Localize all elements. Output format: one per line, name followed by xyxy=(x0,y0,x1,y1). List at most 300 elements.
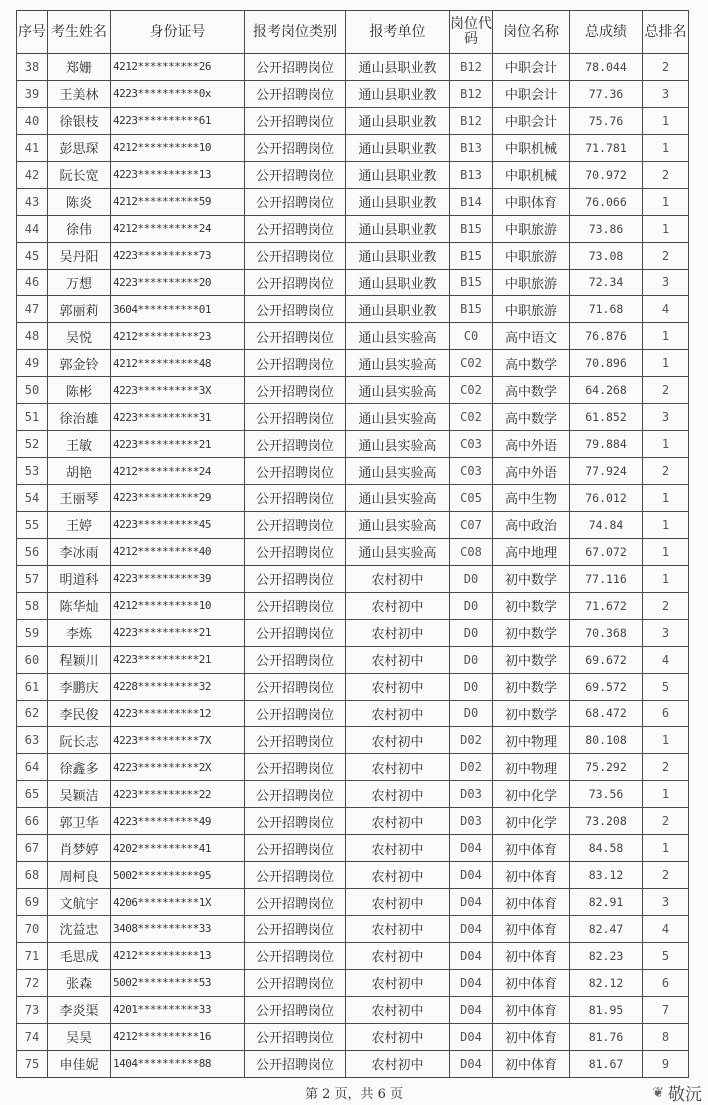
table-body xyxy=(17,54,689,1078)
table-cell: 李鹏庆 xyxy=(48,673,111,700)
table-cell: 初中体育 xyxy=(493,835,570,862)
table-cell: C08 xyxy=(450,538,493,565)
table-cell: 4223**********3X xyxy=(111,377,245,404)
table-cell: 周柯良 xyxy=(48,862,111,889)
table-cell: 通山县实验高 xyxy=(346,323,450,350)
table-cell: 70 xyxy=(17,916,48,943)
table-cell: 1 xyxy=(643,781,689,808)
table-cell: 文航宇 xyxy=(48,889,111,916)
table-row xyxy=(17,107,689,134)
table-cell: 1 xyxy=(643,350,689,377)
table-cell: 1 xyxy=(643,565,689,592)
table-cell: 肖梦婷 xyxy=(48,835,111,862)
table-cell: 4212**********23 xyxy=(111,323,245,350)
table-cell: 初中体育 xyxy=(493,969,570,996)
column-header: 报考单位 xyxy=(346,11,450,54)
table-cell: 4212**********59 xyxy=(111,188,245,215)
table-cell: 王敏 xyxy=(48,431,111,458)
table-row xyxy=(17,458,689,485)
table-row xyxy=(17,996,689,1023)
table-cell: 4212**********48 xyxy=(111,350,245,377)
table-cell: 53 xyxy=(17,458,48,485)
table-cell: 初中化学 xyxy=(493,808,570,835)
table-cell: 农村初中 xyxy=(346,969,450,996)
table-cell: 45 xyxy=(17,242,48,269)
table-cell: 阮长志 xyxy=(48,727,111,754)
table-cell: 3 xyxy=(643,269,689,296)
table-row xyxy=(17,727,689,754)
table-row xyxy=(17,134,689,161)
table-cell: 47 xyxy=(17,296,48,323)
table-cell: 4212**********10 xyxy=(111,592,245,619)
table-cell: 农村初中 xyxy=(346,1023,450,1050)
table-row xyxy=(17,916,689,943)
table-row xyxy=(17,1050,689,1077)
column-header: 总排名 xyxy=(643,11,689,54)
column-header: 岗位代码 xyxy=(450,11,493,54)
table-row xyxy=(17,565,689,592)
table-cell: 4223**********13 xyxy=(111,161,245,188)
table-cell: 陈炎 xyxy=(48,188,111,215)
table-cell: 4206**********1X xyxy=(111,889,245,916)
table-cell: 75.76 xyxy=(570,107,643,134)
table-row xyxy=(17,54,689,81)
table-cell: D03 xyxy=(450,781,493,808)
table-cell: 2 xyxy=(643,54,689,81)
table-cell: 农村初中 xyxy=(346,996,450,1023)
table-cell: 王婷 xyxy=(48,511,111,538)
table-cell: 沈益忠 xyxy=(48,916,111,943)
table-cell: 毛思成 xyxy=(48,942,111,969)
table-row xyxy=(17,511,689,538)
table-row xyxy=(17,835,689,862)
table-cell: B13 xyxy=(450,134,493,161)
table-cell: 公开招聘岗位 xyxy=(245,996,346,1023)
table-cell: 40 xyxy=(17,107,48,134)
table-cell: 农村初中 xyxy=(346,1050,450,1077)
table-cell: 公开招聘岗位 xyxy=(245,485,346,512)
table-cell: 70.896 xyxy=(570,350,643,377)
table-cell: 4223**********21 xyxy=(111,619,245,646)
table-cell: 1 xyxy=(643,134,689,161)
table-cell: 公开招聘岗位 xyxy=(245,808,346,835)
table-cell: 4212**********26 xyxy=(111,54,245,81)
table-row xyxy=(17,350,689,377)
table-cell: 彭思琛 xyxy=(48,134,111,161)
table-cell: 通山县职业教 xyxy=(346,134,450,161)
table-row xyxy=(17,296,689,323)
table-cell: 41 xyxy=(17,134,48,161)
table-cell: 4223**********31 xyxy=(111,404,245,431)
table-cell: 4 xyxy=(643,296,689,323)
table-cell: 公开招聘岗位 xyxy=(245,889,346,916)
table-cell: 3604**********01 xyxy=(111,296,245,323)
results-table xyxy=(16,10,689,1078)
table-cell: D0 xyxy=(450,673,493,700)
table-cell: D04 xyxy=(450,1023,493,1050)
table-cell: 1 xyxy=(643,485,689,512)
table-cell: 4223**********45 xyxy=(111,511,245,538)
table-cell: 初中体育 xyxy=(493,1023,570,1050)
table-cell: 77.36 xyxy=(570,80,643,107)
table-cell: 高中语文 xyxy=(493,323,570,350)
table-cell: 中职会计 xyxy=(493,54,570,81)
table-cell: 80.108 xyxy=(570,727,643,754)
table-cell: 通山县实验高 xyxy=(346,350,450,377)
table-cell: 农村初中 xyxy=(346,619,450,646)
table-header-row xyxy=(17,11,689,54)
table-cell: 公开招聘岗位 xyxy=(245,431,346,458)
table-cell: 公开招聘岗位 xyxy=(245,754,346,781)
table-cell: 通山县职业教 xyxy=(346,296,450,323)
table-cell: 公开招聘岗位 xyxy=(245,673,346,700)
table-cell: 5 xyxy=(643,673,689,700)
table-cell: 56 xyxy=(17,538,48,565)
table-row xyxy=(17,808,689,835)
table-cell: 3 xyxy=(643,80,689,107)
table-cell: 60 xyxy=(17,646,48,673)
table-cell: 58 xyxy=(17,592,48,619)
table-cell: 农村初中 xyxy=(346,727,450,754)
table-cell: C02 xyxy=(450,350,493,377)
table-cell: 通山县实验高 xyxy=(346,485,450,512)
table-cell: 77.116 xyxy=(570,565,643,592)
table-cell: 通山县职业教 xyxy=(346,54,450,81)
table-cell: 公开招聘岗位 xyxy=(245,269,346,296)
table-cell: 公开招聘岗位 xyxy=(245,1023,346,1050)
column-header: 岗位名称 xyxy=(493,11,570,54)
table-cell: 初中数学 xyxy=(493,673,570,700)
table-cell: 49 xyxy=(17,350,48,377)
table-cell: 84.58 xyxy=(570,835,643,862)
table-row xyxy=(17,781,689,808)
table-cell: 申佳妮 xyxy=(48,1050,111,1077)
table-cell: 陈华灿 xyxy=(48,592,111,619)
table-cell: D04 xyxy=(450,916,493,943)
table-cell: 初中数学 xyxy=(493,565,570,592)
table-cell: 公开招聘岗位 xyxy=(245,161,346,188)
table-cell: 公开招聘岗位 xyxy=(245,700,346,727)
table-cell: B12 xyxy=(450,80,493,107)
table-cell: 高中外语 xyxy=(493,458,570,485)
table-row xyxy=(17,377,689,404)
table-cell: 初中数学 xyxy=(493,619,570,646)
table-cell: 4212**********24 xyxy=(111,458,245,485)
table-cell: 万想 xyxy=(48,269,111,296)
table-cell: 46 xyxy=(17,269,48,296)
table-cell: 74 xyxy=(17,1023,48,1050)
table-cell: 通山县职业教 xyxy=(346,242,450,269)
table-cell: 农村初中 xyxy=(346,862,450,889)
table-cell: 1404**********88 xyxy=(111,1050,245,1077)
table-cell: 公开招聘岗位 xyxy=(245,296,346,323)
table-cell: 高中生物 xyxy=(493,485,570,512)
table-cell: 农村初中 xyxy=(346,916,450,943)
table-cell: 81.95 xyxy=(570,996,643,1023)
table-cell: 徐银枝 xyxy=(48,107,111,134)
table-cell: 李民俊 xyxy=(48,700,111,727)
watermark xyxy=(652,1080,702,1105)
table-cell: 公开招聘岗位 xyxy=(245,350,346,377)
table-cell: 4223**********7X xyxy=(111,727,245,754)
table-cell: 5002**********53 xyxy=(111,969,245,996)
table-cell: 程颖川 xyxy=(48,646,111,673)
table-cell: 2 xyxy=(643,458,689,485)
table-cell: 通山县实验高 xyxy=(346,458,450,485)
table-cell: 中职机械 xyxy=(493,134,570,161)
table-cell: 初中物理 xyxy=(493,727,570,754)
table-row xyxy=(17,862,689,889)
table-cell: 77.924 xyxy=(570,458,643,485)
table-cell: 50 xyxy=(17,377,48,404)
table-row xyxy=(17,592,689,619)
table-cell: 农村初中 xyxy=(346,565,450,592)
table-row xyxy=(17,942,689,969)
table-cell: B13 xyxy=(450,161,493,188)
column-header: 报考岗位类别 xyxy=(245,11,346,54)
table-cell: 69.572 xyxy=(570,673,643,700)
table-cell: 郑姗 xyxy=(48,54,111,81)
table-cell: 67 xyxy=(17,835,48,862)
table-cell: 5002**********95 xyxy=(111,862,245,889)
table-cell: 通山县职业教 xyxy=(346,107,450,134)
table-cell: 1 xyxy=(643,107,689,134)
table-cell: 郭丽莉 xyxy=(48,296,111,323)
table-cell: 75.292 xyxy=(570,754,643,781)
table-cell: 公开招聘岗位 xyxy=(245,134,346,161)
table-cell: 1 xyxy=(643,538,689,565)
table-cell: 吴悦 xyxy=(48,323,111,350)
table-cell: 公开招聘岗位 xyxy=(245,727,346,754)
table-cell: 吴颖洁 xyxy=(48,781,111,808)
table-cell: 通山县职业教 xyxy=(346,188,450,215)
table-cell: D04 xyxy=(450,969,493,996)
table-cell: 公开招聘岗位 xyxy=(245,862,346,889)
table-cell: 张森 xyxy=(48,969,111,996)
table-row xyxy=(17,269,689,296)
table-cell: 农村初中 xyxy=(346,646,450,673)
table-cell: 公开招聘岗位 xyxy=(245,1050,346,1077)
table-cell: 78.044 xyxy=(570,54,643,81)
table-cell: 初中物理 xyxy=(493,754,570,781)
table-cell: 公开招聘岗位 xyxy=(245,54,346,81)
table-cell: 农村初中 xyxy=(346,835,450,862)
table-cell: D04 xyxy=(450,996,493,1023)
table-cell: 初中数学 xyxy=(493,700,570,727)
table-cell: 61 xyxy=(17,673,48,700)
table-cell: 初中数学 xyxy=(493,592,570,619)
table-cell: C07 xyxy=(450,511,493,538)
table-cell: 公开招聘岗位 xyxy=(245,646,346,673)
table-cell: 42 xyxy=(17,161,48,188)
table-cell: 初中化学 xyxy=(493,781,570,808)
table-row xyxy=(17,889,689,916)
table-cell: 农村初中 xyxy=(346,808,450,835)
table-cell: 公开招聘岗位 xyxy=(245,215,346,242)
table-cell: 4223**********2X xyxy=(111,754,245,781)
table-cell: D04 xyxy=(450,835,493,862)
table-cell: 66 xyxy=(17,808,48,835)
table-cell: C03 xyxy=(450,458,493,485)
table-cell: 71.781 xyxy=(570,134,643,161)
table-row xyxy=(17,215,689,242)
table-cell: 通山县职业教 xyxy=(346,80,450,107)
table-cell: B12 xyxy=(450,107,493,134)
table-cell: 71.672 xyxy=(570,592,643,619)
table-cell: 7 xyxy=(643,996,689,1023)
table-cell: B15 xyxy=(450,242,493,269)
wechat-bubble-icon: ❦ xyxy=(652,1084,664,1101)
table-cell: 71 xyxy=(17,942,48,969)
table-cell: 通山县实验高 xyxy=(346,431,450,458)
table-cell: D04 xyxy=(450,889,493,916)
table-cell: 徐治雄 xyxy=(48,404,111,431)
table-cell: 4223**********39 xyxy=(111,565,245,592)
table-cell: 1 xyxy=(643,323,689,350)
table-cell: 农村初中 xyxy=(346,754,450,781)
table-row xyxy=(17,485,689,512)
table-cell: D0 xyxy=(450,592,493,619)
table-cell: 公开招聘岗位 xyxy=(245,781,346,808)
table-cell: 1 xyxy=(643,511,689,538)
table-cell: 4212**********10 xyxy=(111,134,245,161)
table-cell: 64 xyxy=(17,754,48,781)
table-cell: 4212**********24 xyxy=(111,215,245,242)
table-cell: 79.884 xyxy=(570,431,643,458)
table-cell: 徐鑫多 xyxy=(48,754,111,781)
table-cell: 6 xyxy=(643,969,689,996)
table-cell: 81.76 xyxy=(570,1023,643,1050)
table-cell: 初中数学 xyxy=(493,646,570,673)
table-cell: 73.08 xyxy=(570,242,643,269)
table-cell: 中职旅游 xyxy=(493,242,570,269)
table-cell: 54 xyxy=(17,485,48,512)
table-cell: 胡艳 xyxy=(48,458,111,485)
table-cell: 2 xyxy=(643,862,689,889)
table-cell: 4223**********22 xyxy=(111,781,245,808)
table-cell: D0 xyxy=(450,565,493,592)
table-cell: D03 xyxy=(450,808,493,835)
table-cell: 王丽琴 xyxy=(48,485,111,512)
table-cell: D04 xyxy=(450,862,493,889)
table-cell: 李冰雨 xyxy=(48,538,111,565)
table-cell: 高中政治 xyxy=(493,511,570,538)
table-cell: 4223**********61 xyxy=(111,107,245,134)
table-cell: 3408**********33 xyxy=(111,916,245,943)
table-cell: D02 xyxy=(450,754,493,781)
table-cell: 52 xyxy=(17,431,48,458)
table-cell: 通山县职业教 xyxy=(346,161,450,188)
table-cell: D0 xyxy=(450,700,493,727)
table-cell: 高中数学 xyxy=(493,350,570,377)
table-cell: 高中数学 xyxy=(493,377,570,404)
table-cell: 公开招聘岗位 xyxy=(245,592,346,619)
table-cell: 郭卫华 xyxy=(48,808,111,835)
page-number: 第 2 页，共 6 页 xyxy=(304,1087,404,1102)
table-cell: 农村初中 xyxy=(346,592,450,619)
table-cell: 公开招聘岗位 xyxy=(245,916,346,943)
table-cell: 李炼 xyxy=(48,619,111,646)
table-cell: C05 xyxy=(450,485,493,512)
table-cell: 4212**********40 xyxy=(111,538,245,565)
table-cell: 4223**********12 xyxy=(111,700,245,727)
table-cell: 4212**********16 xyxy=(111,1023,245,1050)
table-cell: 公开招聘岗位 xyxy=(245,80,346,107)
table-cell: 38 xyxy=(17,54,48,81)
table-cell: 通山县职业教 xyxy=(346,215,450,242)
table-cell: 44 xyxy=(17,215,48,242)
table-cell: 4223**********20 xyxy=(111,269,245,296)
table-cell: 43 xyxy=(17,188,48,215)
table-cell: 初中体育 xyxy=(493,996,570,1023)
table-cell: 2 xyxy=(643,242,689,269)
table-cell: 农村初中 xyxy=(346,673,450,700)
table-cell: 51 xyxy=(17,404,48,431)
table-cell: 68.472 xyxy=(570,700,643,727)
table-cell: 83.12 xyxy=(570,862,643,889)
table-cell: 2 xyxy=(643,754,689,781)
table-cell: B14 xyxy=(450,188,493,215)
table-row xyxy=(17,700,689,727)
table-cell: 公开招聘岗位 xyxy=(245,619,346,646)
table-cell: 陈彬 xyxy=(48,377,111,404)
table-cell: 农村初中 xyxy=(346,942,450,969)
table-cell: 公开招聘岗位 xyxy=(245,835,346,862)
table-cell: 82.47 xyxy=(570,916,643,943)
table-cell: 徐伟 xyxy=(48,215,111,242)
table-cell: 74.84 xyxy=(570,511,643,538)
table-cell: D0 xyxy=(450,619,493,646)
table-cell: 69.672 xyxy=(570,646,643,673)
table-cell: 2 xyxy=(643,808,689,835)
table-cell: 71.68 xyxy=(570,296,643,323)
table-cell: 39 xyxy=(17,80,48,107)
table-cell: D04 xyxy=(450,1050,493,1077)
table-cell: 初中体育 xyxy=(493,889,570,916)
table-cell: 81.67 xyxy=(570,1050,643,1077)
table-cell: 初中体育 xyxy=(493,1050,570,1077)
table-cell: 1 xyxy=(643,188,689,215)
table-cell: 5 xyxy=(643,942,689,969)
table-cell: 高中外语 xyxy=(493,431,570,458)
column-header: 身份证号 xyxy=(111,11,245,54)
table-cell: 公开招聘岗位 xyxy=(245,377,346,404)
table-cell: 中职体育 xyxy=(493,188,570,215)
table-cell: 73.86 xyxy=(570,215,643,242)
table-row xyxy=(17,161,689,188)
table-row xyxy=(17,323,689,350)
table-cell: 通山县职业教 xyxy=(346,269,450,296)
table-cell: 4223**********21 xyxy=(111,646,245,673)
table-cell: 4212**********13 xyxy=(111,942,245,969)
table-row xyxy=(17,431,689,458)
table-cell: 通山县实验高 xyxy=(346,404,450,431)
table-cell: 4202**********41 xyxy=(111,835,245,862)
table-row xyxy=(17,80,689,107)
table-cell: 6 xyxy=(643,700,689,727)
table-cell: 公开招聘岗位 xyxy=(245,511,346,538)
table-cell: 公开招聘岗位 xyxy=(245,458,346,485)
table-cell: 62 xyxy=(17,700,48,727)
table-row xyxy=(17,404,689,431)
column-header: 总成绩 xyxy=(570,11,643,54)
table-cell: 2 xyxy=(643,592,689,619)
table-cell: 高中数学 xyxy=(493,404,570,431)
table-cell: 中职会计 xyxy=(493,107,570,134)
table-cell: 82.12 xyxy=(570,969,643,996)
table-cell: 73 xyxy=(17,996,48,1023)
table-cell: C03 xyxy=(450,431,493,458)
